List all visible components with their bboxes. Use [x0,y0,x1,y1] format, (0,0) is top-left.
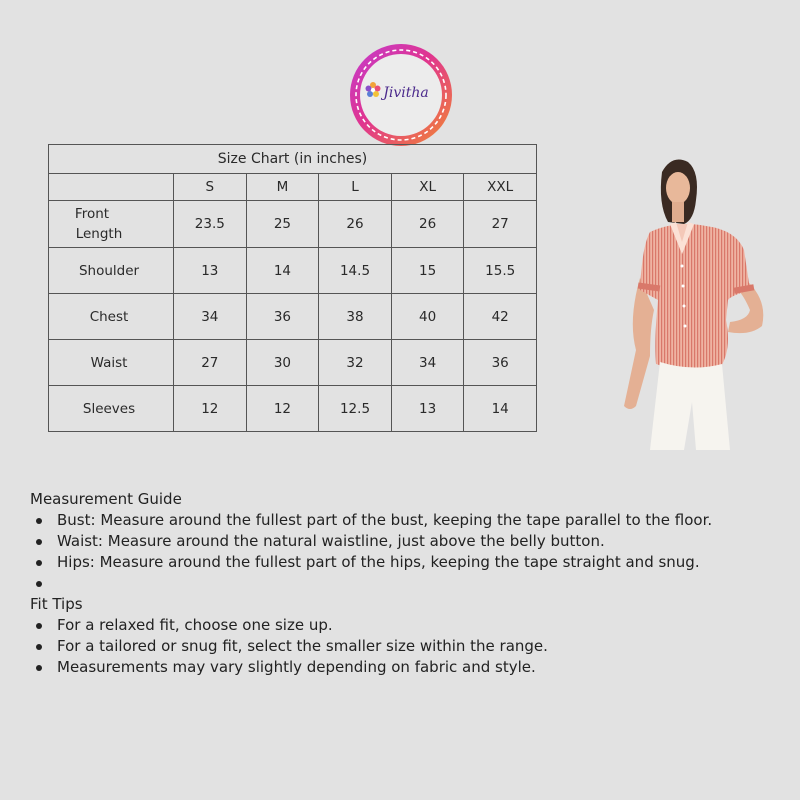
measurement-guide-list [30,510,720,594]
table-cell: 34 [391,340,464,386]
bullet-icon [36,581,42,587]
brand-name: Jivitha [383,85,429,101]
size-chart-table [48,144,537,432]
table-cell: 14.5 [319,248,392,294]
table-cell: 40 [391,294,464,340]
row-label-front-length [49,201,174,248]
list-item-text: Bust: Measure around the fullest part of the bust, keeping the tape parallel to the floor. [57,511,713,529]
list-item [30,510,720,531]
row-label-waist: Waist [49,340,174,386]
row-label-shoulder: Shoulder [49,248,174,294]
list-item [30,573,720,594]
list-item-text: Waist: Measure around the natural waistline, just above the belly button. [57,532,605,550]
table-cell: 32 [319,340,392,386]
table-row-sleeves [49,386,537,432]
bullet-icon [36,518,42,524]
size-header-l: L [319,174,392,201]
table-cell: 14 [464,386,537,432]
measurement-guide-section [30,489,720,678]
table-row-chest [49,294,537,340]
row-label-line-2: Length [75,226,123,242]
table-cell: 12.5 [319,386,392,432]
table-cell: 13 [391,386,464,432]
model-photo [610,150,790,450]
list-item [30,531,720,552]
list-item [30,657,720,678]
table-cell: 38 [319,294,392,340]
list-item-text: For a relaxed fit, choose one size up. [57,616,333,634]
table-cell: 14 [246,248,319,294]
table-cell: 23.5 [174,201,247,248]
table-cell: 12 [174,386,247,432]
table-cell: 36 [464,340,537,386]
table-cell: 26 [319,201,392,248]
table-cell: 25 [246,201,319,248]
size-chart-title: Size Chart (in inches) [49,145,537,174]
size-header-row [49,174,537,201]
bullet-icon [36,644,42,650]
header-empty-cell [49,174,174,201]
row-label-chest: Chest [49,294,174,340]
table-cell: 27 [174,340,247,386]
brand-logo [346,40,456,150]
size-header-m: M [246,174,319,201]
model-illustration [610,150,790,450]
table-cell: 27 [464,201,537,248]
brand-logo-graphic [346,40,456,150]
size-header-xl: XL [391,174,464,201]
table-row-shoulder [49,248,537,294]
measurement-guide-title: Measurement Guide [30,490,182,508]
fit-tips-list [30,615,720,678]
bullet-icon [36,665,42,671]
list-item-text: Measurements may vary slightly depending on fabric and style. [57,658,536,676]
list-item [30,636,720,657]
table-cell: 12 [246,386,319,432]
table-cell: 26 [391,201,464,248]
table-cell: 30 [246,340,319,386]
table-cell: 36 [246,294,319,340]
list-item [30,552,720,573]
table-cell: 15 [391,248,464,294]
fit-tips-title: Fit Tips [30,595,83,613]
bullet-icon [36,623,42,629]
table-row-front-length [49,201,537,248]
list-item-text: For a tailored or snug fit, select the smaller size within the range. [57,637,548,655]
list-item [30,615,720,636]
size-header-xxl: XXL [464,174,537,201]
table-cell: 34 [174,294,247,340]
table-cell: 13 [174,248,247,294]
table-cell: 42 [464,294,537,340]
bullet-icon [36,560,42,566]
list-item-text: Hips: Measure around the fullest part of the hips, keeping the tape straight and snug. [57,553,700,571]
bullet-icon [36,539,42,545]
size-header-s: S [174,174,247,201]
table-row-waist [49,340,537,386]
row-label-sleeves: Sleeves [49,386,174,432]
table-cell: 15.5 [464,248,537,294]
row-label-line-1: Front [74,206,110,222]
